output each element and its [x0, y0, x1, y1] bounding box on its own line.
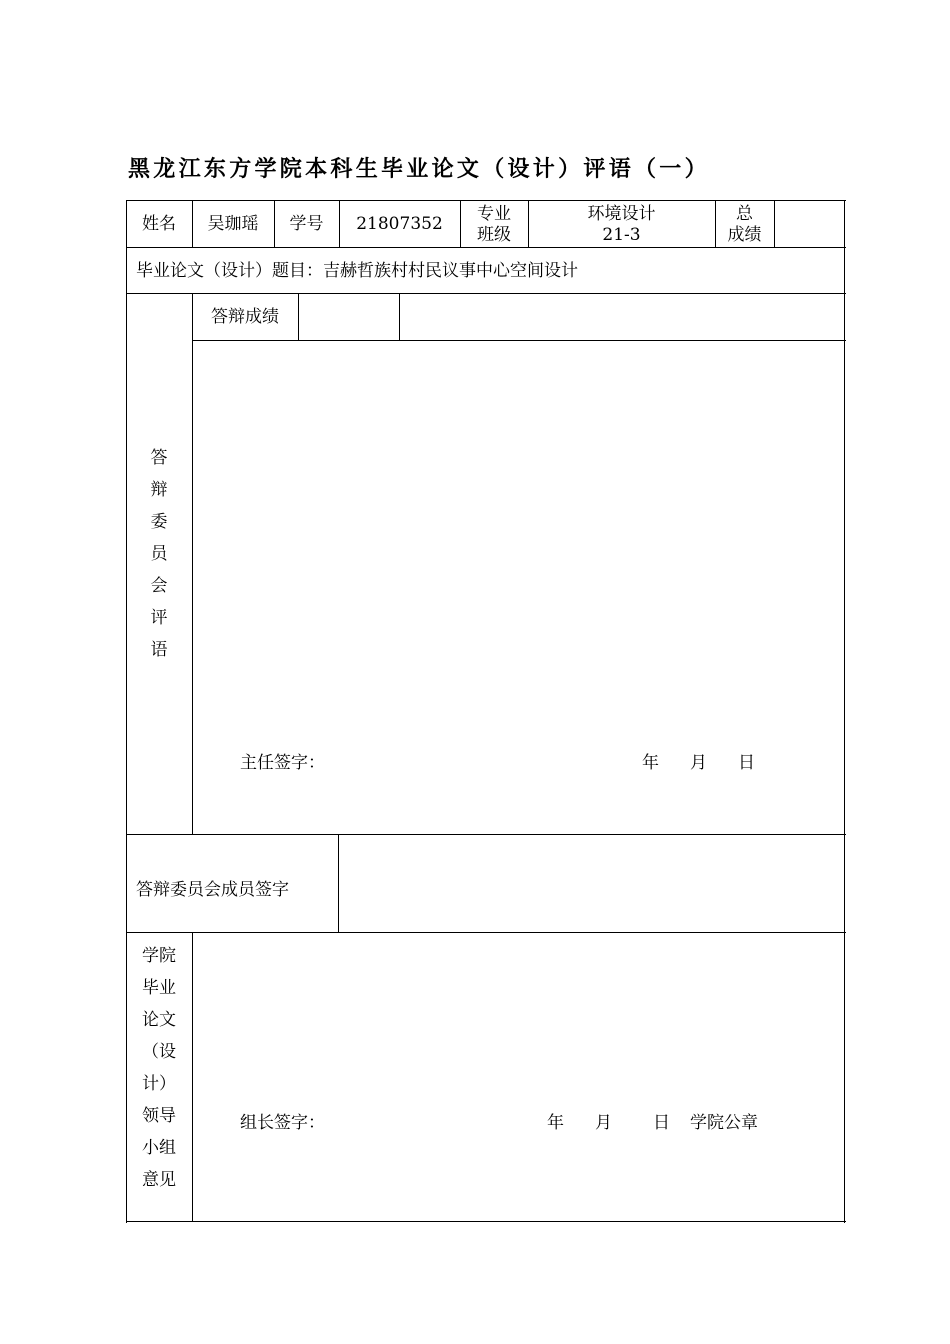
major-label-line1: 专业 [477, 204, 511, 224]
rule-below-header [126, 247, 846, 248]
label-char: 语 [150, 640, 168, 660]
leadership-date-year: 年 [547, 1113, 564, 1133]
defense-date-year: 年 [642, 753, 659, 773]
rule-below-score [192, 340, 846, 341]
total-score-label-line2: 成绩 [727, 225, 762, 245]
score-divider [298, 293, 299, 340]
label-char: 辩 [150, 480, 168, 500]
rule-below-members [126, 932, 846, 933]
header-divider [774, 200, 775, 247]
rule-below-defense [126, 834, 846, 835]
defense-label-divider [192, 293, 193, 834]
topic-value: 吉赫哲族村村民议事中心空间设计 [323, 261, 578, 281]
major-value-line1: 环境设计 [587, 204, 656, 224]
label-line: 毕业 [142, 978, 176, 998]
topic-row [136, 261, 578, 282]
defense-date-day: 日 [738, 753, 755, 773]
leadership-date-day: 日 [653, 1113, 670, 1133]
student-id-value: 21807352 [356, 214, 443, 234]
label-char: 会 [150, 576, 168, 596]
defense-comment-area[interactable] [206, 360, 826, 740]
leader-signature-label: 组长签字： [240, 1113, 325, 1133]
major-label-line2: 班级 [477, 225, 511, 245]
leadership-date-month: 月 [595, 1113, 612, 1133]
label-line: 论文 [142, 1010, 176, 1030]
total-score-label-line1: 总 [736, 204, 753, 224]
label-char: 答 [150, 448, 168, 468]
document-title: 黑龙江东方学院本科生毕业论文（设计）评语（一） [128, 156, 710, 182]
name-value: 吴珈瑶 [207, 214, 259, 234]
student-id-label: 学号 [289, 214, 324, 234]
college-seal-label: 学院公章 [690, 1113, 758, 1133]
table-border-bottom [126, 1221, 846, 1222]
label-line: 小组 [142, 1138, 176, 1158]
leadership-opinion-label [126, 940, 192, 1196]
leadership-label-divider [192, 932, 193, 1221]
label-char: 评 [150, 608, 168, 628]
label-line: 计） [142, 1074, 176, 1094]
label-char: 委 [150, 512, 168, 532]
score-divider [399, 293, 400, 340]
defense-committee-label [126, 442, 192, 666]
evaluation-form-table [126, 200, 846, 1223]
rule-below-topic [126, 293, 846, 294]
topic-label: 毕业论文（设计）题目： [136, 261, 323, 281]
label-char: 员 [150, 544, 168, 564]
major-value-line2: 21-3 [602, 225, 641, 245]
label-line: （设 [142, 1042, 176, 1062]
table-border-top [126, 200, 846, 201]
label-line: 领导 [142, 1106, 176, 1126]
table-border-right [844, 200, 845, 1223]
defense-date-month: 月 [690, 753, 707, 773]
label-line: 意见 [142, 1170, 176, 1190]
committee-members-label: 答辩委员会成员签字 [136, 880, 289, 900]
director-signature-label: 主任签字： [240, 753, 325, 773]
members-divider [338, 834, 339, 932]
defense-score-label: 答辩成绩 [211, 307, 279, 327]
label-line: 学院 [142, 946, 176, 966]
name-label: 姓名 [142, 214, 176, 234]
